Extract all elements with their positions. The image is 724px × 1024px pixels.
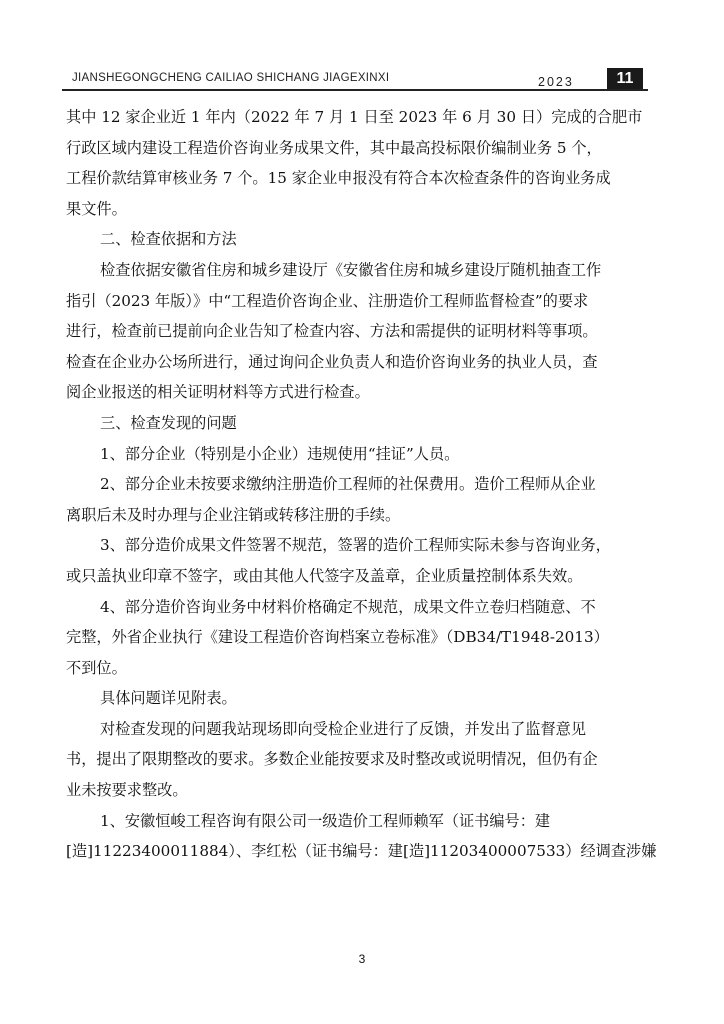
paragraph-line: 4、部分造价咨询业务中材料价格确定不规范，成果文件立卷归档随意、不	[100, 597, 596, 616]
paragraph-line: 三、检查发现的问题	[100, 413, 237, 432]
paragraph-line: 阅企业报送的相关证明材料等方式进行检查。	[66, 383, 370, 402]
paragraph-line: 工程价款结算审核业务 7 个。15 家企业申报没有符合本次检查条件的咨询业务成	[66, 169, 611, 188]
paragraph-line: 1、部分企业（特别是小企业）违规使用“挂证”人员。	[100, 444, 460, 463]
paragraph-line: 二、检查依据和方法	[100, 230, 237, 249]
paragraph-line: [造]11223400011884）、李红松（证书编号：建[造]11203400007533）经调查涉嫌	[66, 842, 657, 861]
running-header	[62, 62, 662, 92]
paragraph-line: 不到位。	[66, 658, 127, 677]
paragraph-line: 离职后未及时办理与企业注销或转移注册的手续。	[66, 505, 401, 524]
paragraph-line: 其中 12 家企业近 1 年内（2022 年 7 月 1 日至 2023 年 6 月 30 日）完成的合肥市	[66, 108, 643, 126]
paragraph-line: 书，提出了限期整改的要求。多数企业能按要求及时整改或说明情况，但仍有企	[66, 750, 598, 769]
paragraph-line: 行政区域内建设工程造价咨询业务成果文件，其中最高投标限价编制业务 5 个，	[66, 138, 602, 157]
paragraph-line: 或只盖执业印章不签字，或由其他人代签字及盖章，企业质量控制体系失效。	[66, 566, 583, 585]
paragraph-line: 果文件。	[66, 199, 127, 218]
paragraph-line: 3、部分造价成果文件签署不规范，签署的造价工程师实际未参与咨询业务，	[100, 536, 611, 555]
paragraph-line: 进行，检查前已提前向企业告知了检查内容、方法和需提供的证明材料等事项。	[66, 322, 598, 341]
paragraph-line: 检查在企业办公场所进行，通过询问企业负责人和造价咨询业务的执业人员，查	[66, 352, 598, 371]
page-number: 3	[358, 952, 366, 966]
paragraph-line: 2、部分企业未按要求缴纳注册造价工程师的社保费用。造价工程师从企业	[100, 475, 596, 494]
paragraph-line: 对检查发现的问题我站现场即向受检企业进行了反馈，并发出了监督意见	[100, 719, 586, 738]
header-rule	[62, 89, 648, 91]
header-year: 2023	[538, 75, 574, 89]
paragraph-line: 完整，外省企业执行《建设工程造价咨询档案立卷标准》（DB34/T1948-2013）	[66, 628, 609, 647]
paragraph-line: 1、安徽恒峻工程咨询有限公司一级造价工程师赖军（证书编号：建	[100, 811, 551, 830]
paragraph-line: 指引（2023 年版）》中“工程造价咨询企业、注册造价工程师监督检查”的要求	[66, 291, 589, 310]
article-body	[66, 102, 658, 867]
paragraph-line: 具体问题详见附表。	[100, 689, 237, 708]
issue-number-badge: 11	[607, 68, 643, 89]
journal-title: JIANSHEGONGCHENG CAILIAO SHICHANG JIAGEXINXI	[72, 72, 390, 84]
paragraph-line: 检查依据安徽省住房和城乡建设厅《安徽省住房和城乡建设厅随机抽查工作	[100, 260, 602, 279]
paragraph-line: 业未按要求整改。	[66, 781, 188, 800]
